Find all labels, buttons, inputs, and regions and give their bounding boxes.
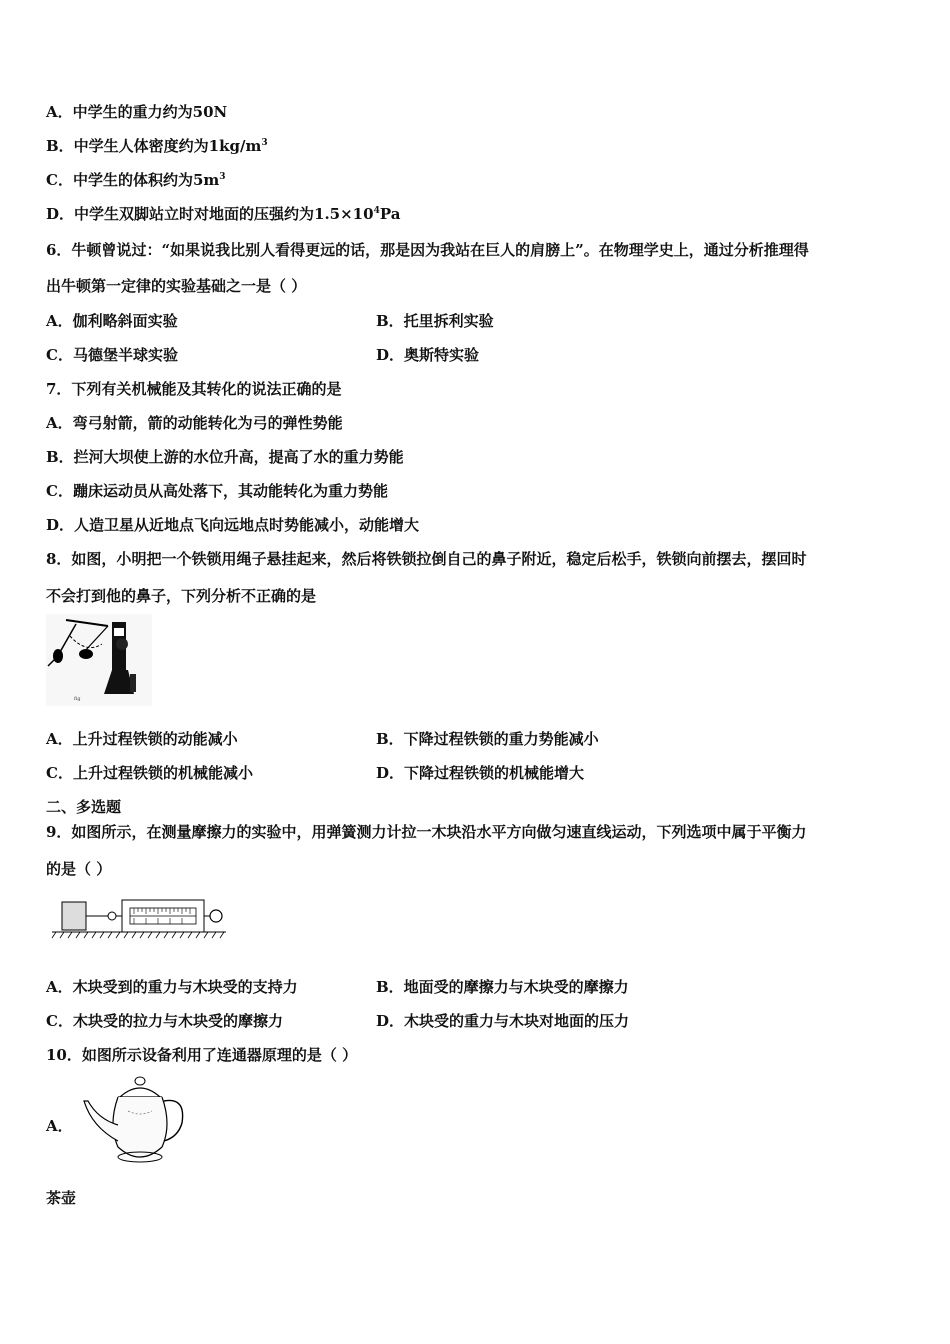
q9-option-b: B．地面受的摩擦力与木块受的摩擦力 — [376, 978, 629, 996]
q5-option-a: A．中学生的重力约为50N — [46, 103, 228, 121]
q9-stem-line2: 的是（ ） — [46, 860, 112, 878]
q9-option-d: D．木块受的重力与木块对地面的压力 — [376, 1012, 630, 1030]
teapot-illustration — [78, 1075, 190, 1169]
q10-stem: 10．如图所示设备利用了连通器原理的是（ ） — [46, 1046, 358, 1064]
pendulum-lock-figure — [46, 614, 152, 706]
q7-option-c: C．蹦床运动员从高处落下，其动能转化为重力势能 — [46, 482, 388, 500]
q9-option-c: C．木块受的拉力与木块受的摩擦力 — [46, 1012, 283, 1030]
q8-option-c: C．上升过程铁锁的机械能减小 — [46, 764, 253, 782]
q7-option-a: A．弯弓射箭，箭的动能转化为弓的弹性势能 — [46, 414, 343, 432]
svg-text:fig: fig — [74, 696, 81, 702]
spring-scale-illustration — [50, 892, 228, 944]
q8-stem-line1: 8．如图，小明把一个铁锁用绳子悬挂起来，然后将铁锁拉倒自己的鼻子附近，稳定后松手，铁锁向前摆去，摆回时 — [46, 550, 807, 568]
q8-option-a: A．上升过程铁锁的动能减小 — [46, 730, 238, 748]
q7-option-b: B．拦河大坝使上游的水位升高，提高了水的重力势能 — [46, 448, 404, 466]
q8-stem-line2: 不会打到他的鼻子，下列分析不正确的是 — [46, 587, 317, 605]
q5-option-c: C．中学生的体积约为$5m^3$ — [46, 171, 226, 189]
section-title: 二、多选题 — [46, 798, 122, 816]
q9-option-a: A．木块受到的重力与木块受的支持力 — [46, 978, 298, 996]
q10-option-a-caption: 茶壶 — [46, 1189, 77, 1207]
pendulum-lock-illustration — [46, 614, 152, 706]
q8-option-b: B．下降过程铁锁的重力势能减小 — [376, 730, 599, 748]
q6-option-d: D．奥斯特实验 — [376, 346, 480, 364]
q6-option-b: B．托里拆利实验 — [376, 312, 494, 330]
teapot-figure — [78, 1075, 190, 1169]
q9-stem-line1: 9．如图所示，在测量摩擦力的实验中，用弹簧测力计拉一木块沿水平方向做匀速直线运动，下列选项中属于平衡力 — [46, 823, 807, 841]
q6-option-c: C．马德堡半球实验 — [46, 346, 178, 364]
q7-option-d: D．人造卫星从近地点飞向远地点时势能减小，动能增大 — [46, 516, 420, 534]
q6-option-a: A．伽利略斜面实验 — [46, 312, 178, 330]
q5-option-b: B．中学生人体密度约为$1kg/m^3$ — [46, 137, 268, 155]
q6-stem-line2: 出牛顿第一定律的实验基础之一是（ ） — [46, 277, 307, 295]
q6-stem-line1: 6．牛顿曾说过：“如果说我比别人看得更远的话，那是因为我站在巨人的肩膀上”。在物理学史上，通过分析推理得 — [46, 241, 809, 259]
spring-scale-figure — [50, 892, 228, 944]
q10-option-a-label: A． — [46, 1117, 73, 1135]
q5-option-d: D．中学生双脚站立时对地面的压强约为$1.5\times 10^4Pa$ — [46, 205, 401, 223]
q8-option-d: D．下降过程铁锁的机械能增大 — [376, 764, 585, 782]
q7-stem: 7．下列有关机械能及其转化的说法正确的是 — [46, 380, 342, 398]
